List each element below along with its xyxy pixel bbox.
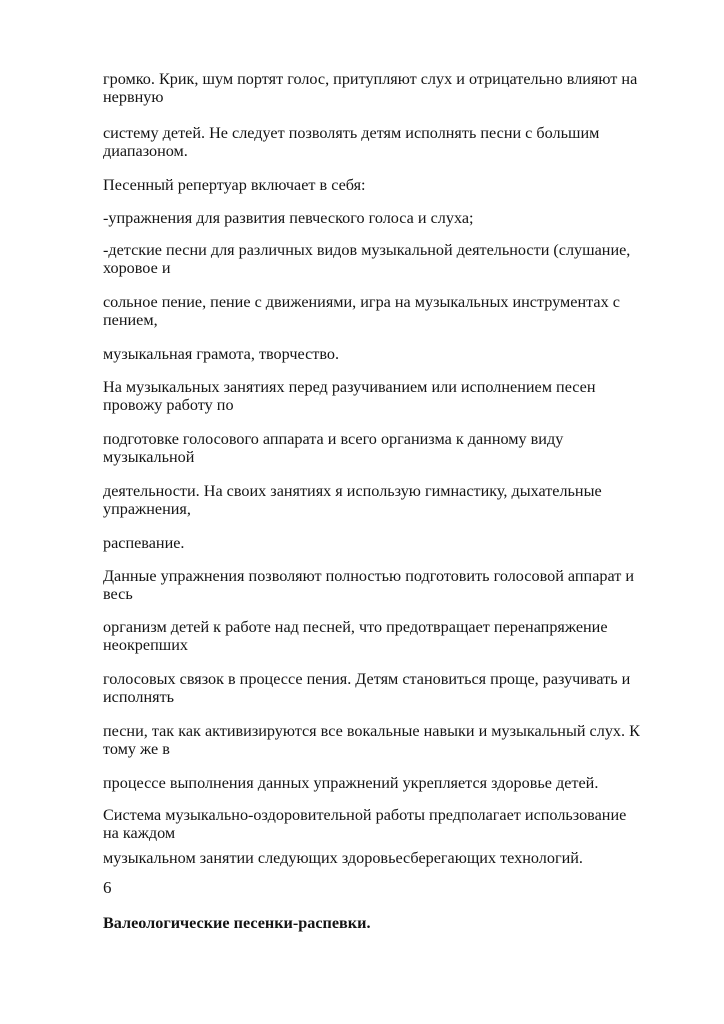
text-line: песни, так как активизируются все вокальные навыки и музыкальный слух. К xyxy=(103,722,640,740)
paragraph-17 xyxy=(103,806,683,842)
text-line: -детские песни для различных видов музыкальной деятельности (слушание, xyxy=(103,241,631,259)
text-line: систему детей. Не следует позволять детям исполнять песни с большим xyxy=(103,124,600,142)
text-line: весь xyxy=(103,585,133,603)
text-line: неокрепших xyxy=(103,636,188,654)
paragraph-16 xyxy=(103,774,683,792)
paragraph-4 xyxy=(103,209,683,227)
text-line: провожу работу по xyxy=(103,396,234,414)
text-line: На музыкальных занятиях перед разучиванием или исполнением песен xyxy=(103,378,596,396)
text-line: распевание. xyxy=(103,534,185,552)
text-line: сольное пение, пение с движениями, игра на музыкальных инструментах с xyxy=(103,293,620,311)
section-heading: Валеологические песенки-распевки. xyxy=(103,914,371,932)
text-line: подготовке голосового аппарата и всего организма к данному виду xyxy=(103,430,564,448)
text-line: тому же в xyxy=(103,740,170,758)
text-line: нервную xyxy=(103,88,164,106)
text-line: музыкальной xyxy=(103,448,195,466)
paragraph-18 xyxy=(103,849,683,867)
text-line: Система музыкально-оздоровительной работы предполагает использование xyxy=(103,806,627,824)
text-line: на каждом xyxy=(103,824,176,842)
text-line: музыкальном занятии следующих здоровьесберегающих технологий. xyxy=(103,849,583,867)
text-line: Данные упражнения позволяют полностью подготовить голосовой аппарат и xyxy=(103,567,635,585)
text-line: музыкальная грамота, творчество. xyxy=(103,345,339,363)
paragraph-10 xyxy=(103,482,683,518)
text-line: деятельности. На своих занятиях я использую гимнастику, дыхательные xyxy=(103,482,602,500)
text-line: хоровое и xyxy=(103,259,171,277)
text-line: пением, xyxy=(103,311,158,329)
text-line: диапазоном. xyxy=(103,142,188,160)
paragraph-15 xyxy=(103,722,683,758)
text-line: процессе выполнения данных упражнений укрепляется здоровье детей. xyxy=(103,774,599,792)
paragraph-13 xyxy=(103,618,683,654)
text-line: громко. Крик, шум портят голос, притупляют слух и отрицательно влияют на xyxy=(103,70,638,88)
text-line: организм детей к работе над песней, что предотвращает перенапряжение xyxy=(103,618,608,636)
paragraph-2 xyxy=(103,124,683,160)
paragraph-8 xyxy=(103,378,683,414)
text-line: исполнять xyxy=(103,688,175,706)
text-line: Песенный репертуар включает в себя: xyxy=(103,176,366,194)
paragraph-7 xyxy=(103,345,683,363)
paragraph-11 xyxy=(103,534,683,552)
paragraph-12 xyxy=(103,567,683,603)
paragraph-9 xyxy=(103,430,683,466)
page-number: 6 xyxy=(103,878,112,897)
paragraph-5 xyxy=(103,241,683,277)
paragraph-14 xyxy=(103,670,683,706)
paragraph-3 xyxy=(103,176,683,194)
text-line: голосовых связок в процессе пения. Детям становиться проще, разучивать и xyxy=(103,670,631,688)
text-line: упражнения, xyxy=(103,500,191,518)
text-line: -упражнения для развития певческого голоса и слуха; xyxy=(103,209,474,227)
paragraph-1 xyxy=(103,70,683,106)
paragraph-6 xyxy=(103,293,683,329)
